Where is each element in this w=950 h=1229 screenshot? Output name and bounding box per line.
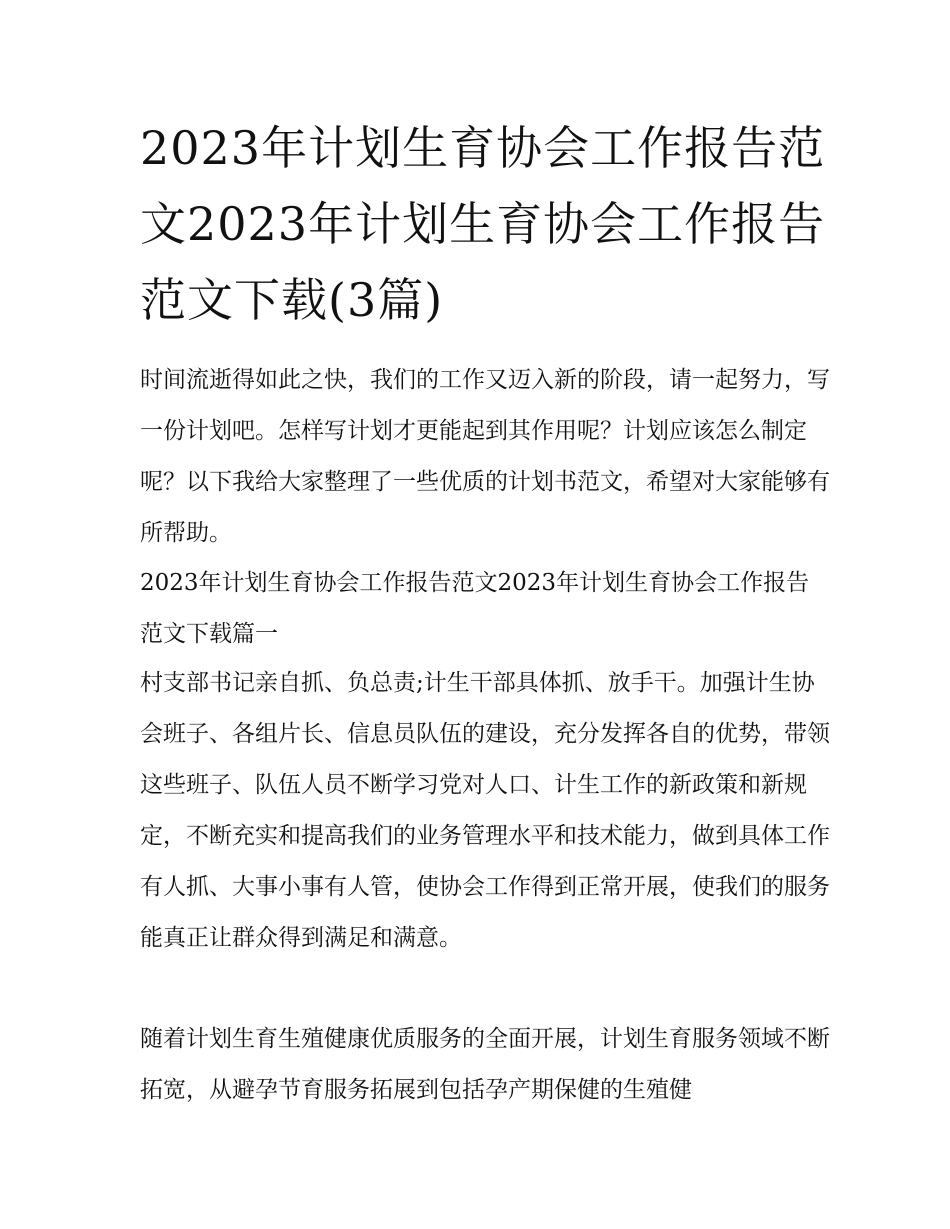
body-paragraph: 随着计划生育生殖健康优质服务的全面开展，计划生育服务领域不断拓宽，从避孕节育服务拓展到包括孕产期保健的生殖健: [140, 1026, 830, 1103]
intro-paragraph: 时间流逝得如此之快，我们的工作又迈入新的阶段，请一起努力，写一份计划吧。怎样写计划才更能起到其作用呢？计划应该怎么制定呢？以下我给大家整理了一些优质的计划书范文，希望对大家能够有所帮助。: [140, 367, 830, 546]
document-title: 2023年计划生育协会工作报告范文2023年计划生育协会工作报告范文下载(3篇): [140, 121, 826, 327]
section-heading: 2023年计划生育协会工作报告范文2023年计划生育协会工作报告范文下载篇一: [140, 570, 810, 647]
body-paragraph: 村支部书记亲自抓、负总责;计生干部具体抓、放手干。加强计生协会班子、各组片长、信息员队伍的建设，充分发挥各自的优势，带领这些班子、队伍人员不断学习党对人口、计生工作的新政策和新规定，不断充实和提高我们的业务管理水平和技术能力，做到具体工作有人抓、大事小事有人管，使协会工作得到正常开展，使我们的服务能真正让群众得到满足和满意。: [140, 670, 830, 951]
